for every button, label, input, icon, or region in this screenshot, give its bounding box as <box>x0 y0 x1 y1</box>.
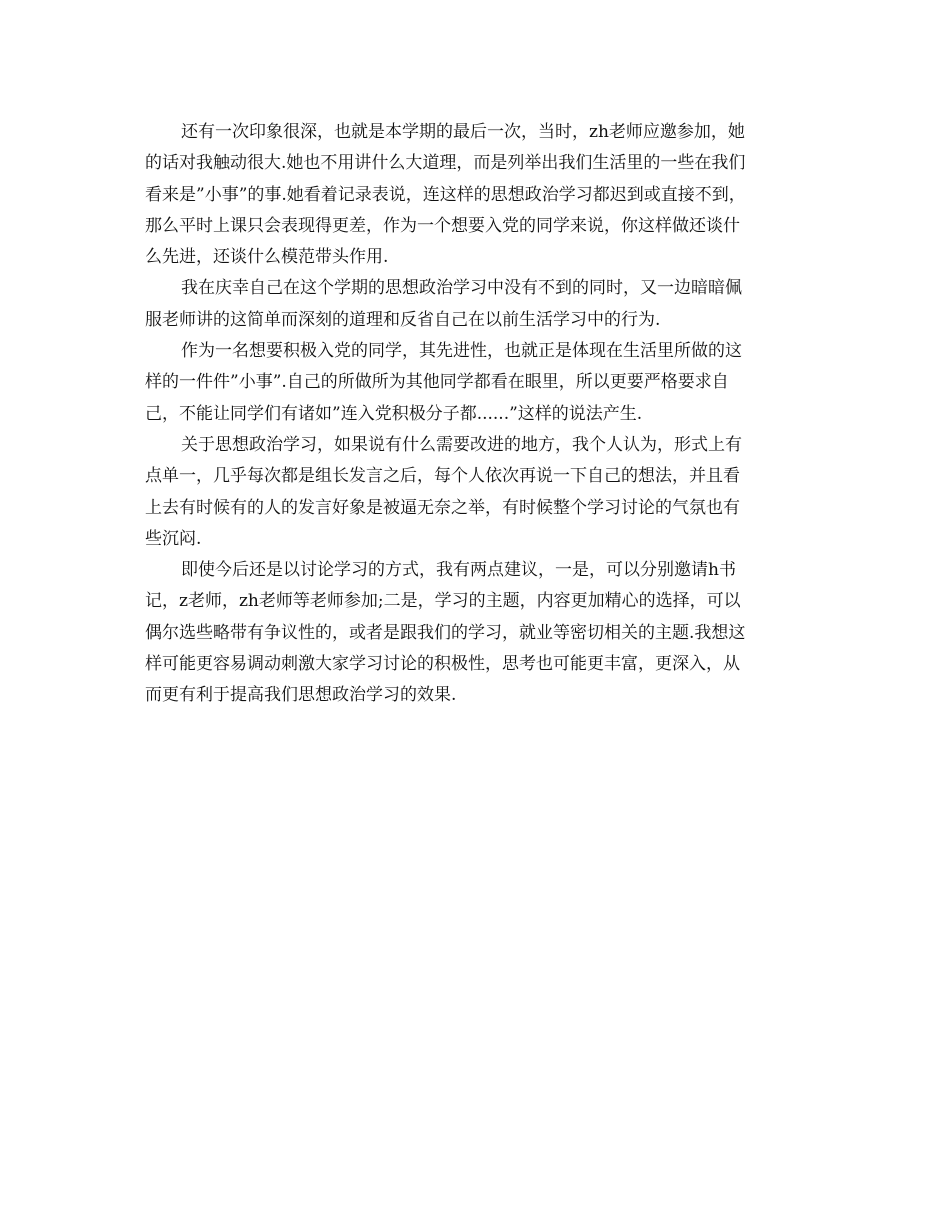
paragraph-2-line-1: 我在庆幸自己在这个学期的思想政治学习中没有不到的同时，又一边暗暗佩 <box>181 278 742 299</box>
paragraph-4-line-3: 上去有时候有的人的发言好象是被逼无奈之举，有时候整个学习讨论的气氛也有 <box>145 497 740 518</box>
paragraph-1-line-2: 的话对我触动很大.她也不用讲什么大道理，而是列举出我们生活里的一些在我们 <box>145 153 746 174</box>
paragraph-5-line-3: 偶尔选些略带有争议性的，或者是跟我们的学习，就业等密切相关的主题.我想这 <box>145 622 746 643</box>
paragraph-1-line-4: 那么平时上课只会表现得更差，作为一个想要入党的同学来说，你这样做还谈什 <box>145 215 740 236</box>
paragraph-1-line-3: 看来是”小事”的事.她看着记录表说，连这样的思想政治学习都迟到或直接不到， <box>145 184 746 205</box>
paragraph-4-line-2: 点单一，几乎每次都是组长发言之后，每个人依次再说一下自己的想法，并且看 <box>145 466 740 487</box>
paragraph-1-line-1: 还有一次印象很深，也就是本学期的最后一次，当时，zh老师应邀参加，她 <box>181 122 745 142</box>
paragraph-4-line-1: 关于思想政治学习，如果说有什么需要改进的地方，我个人认为，形式上有 <box>181 434 742 455</box>
paragraph-5-line-4: 样可能更容易调动刺激大家学习讨论的积极性，思考也可能更丰富，更深入，从 <box>145 654 740 675</box>
paragraph-5-line-5: 而更有利于提高我们思想政治学习的效果. <box>145 685 457 706</box>
document-body <box>145 117 817 712</box>
paragraph-4-line-4: 些沉闷. <box>145 528 202 549</box>
paragraph-3-line-3: 己，不能让同学们有诸如”连入党积极分子都......”这样的说法产生. <box>145 403 643 424</box>
paragraph-5-line-2: 记，z老师，zh老师等老师参加;二是，学习的主题，内容更加精心的选择，可以 <box>145 591 741 612</box>
paragraph-2-line-2: 服老师讲的这简单而深刻的道理和反省自己在以前生活学习中的行为. <box>145 309 661 330</box>
paragraph-5-line-1: 即使今后还是以讨论学习的方式，我有两点建议，一是，可以分别邀请h书 <box>181 560 736 581</box>
paragraph-3-line-1: 作为一名想要积极入党的同学，其先进性，也就正是体现在生活里所做的这 <box>181 341 742 362</box>
paragraph-3-line-2: 样的一件件”小事”.自己的所做所为其他同学都看在眼里，所以更要严格要求自 <box>145 372 729 393</box>
paragraph-1-line-5: 么先进，还谈什么模范带头作用. <box>145 247 389 268</box>
